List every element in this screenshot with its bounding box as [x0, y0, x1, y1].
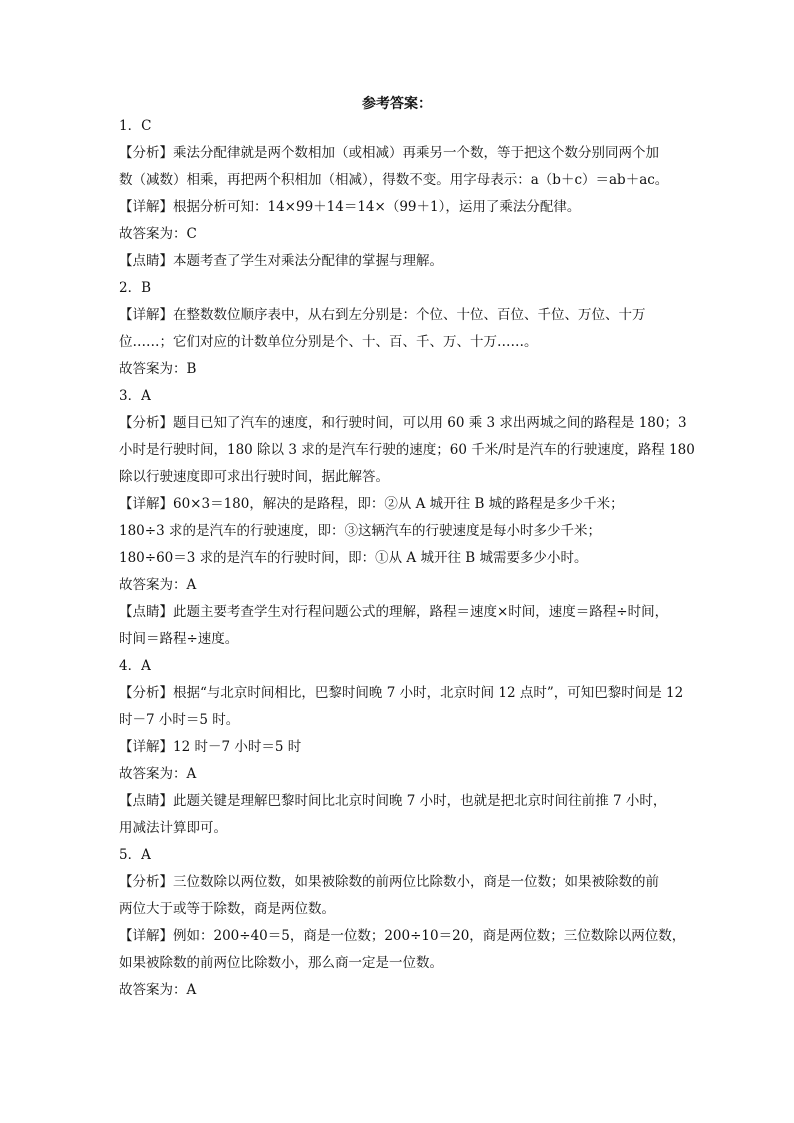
text-line: 除以行驶速度即可求出行驶时间，据此解答。 [119, 469, 389, 485]
text-line: 【点睛】此题关键是理解巴黎时间比北京时间晚 7 小时，也就是把北京时间往前推 7 小时， [119, 793, 667, 809]
text-line: 两位大于或等于除数，商是两位数。 [119, 901, 335, 917]
text-line: 5．A [119, 847, 151, 863]
text-line: 【点睛】本题考查了学生对乘法分配律的掌握与理解。 [119, 253, 443, 269]
text-line: 【详解】在整数数位顺序表中，从右到左分别是：个位、十位、百位、千位、万位、十万 [119, 307, 646, 323]
text-line: 位……；它们对应的计数单位分别是个、十、百、千、万、十万……。 [119, 334, 538, 350]
text-line: 小时是行驶时间，180 除以 3 求的是汽车行驶的速度；60 千米/时是汽车的行驶速度，路程 180 [119, 442, 695, 458]
text-line: 【分析】题目已知了汽车的速度，和行驶时间，可以用 60 乘 3 求出两城之间的路程是 180；3 [119, 415, 687, 431]
text-line: 【分析】三位数除以两位数，如果被除数的前两位比除数小，商是一位数；如果被除数的前 [119, 874, 659, 890]
text-line: 用减法计算即可。 [119, 820, 227, 836]
text-line: 【分析】根据“与北京时间相比，巴黎时间晚 7 小时，北京时间 12 点时”，可知巴黎时间是 12 [119, 685, 684, 701]
text-line: 【详解】例如：200÷40＝5，商是一位数；200÷10＝20，商是两位数；三位数除以两位数， [119, 928, 686, 944]
text-line: 故答案为：A [119, 577, 197, 593]
text-line: 时－7 小时＝5 时。 [119, 712, 240, 728]
text-line: 1．C [119, 118, 152, 134]
text-line: 数（减数）相乘，再把两个积相加（相减），得数不变。用字母表示：a（b＋c）＝ab＋ac。 [119, 172, 669, 188]
text-line: 2．B [119, 280, 152, 296]
text-line: 180÷60＝3 求的是汽车的行驶时间，即：①从 A 城开往 B 城需要多少小时。 [119, 550, 588, 566]
text-line: 3．A [119, 388, 151, 404]
text-line: 故答案为：A [119, 766, 197, 782]
text-line: 4．A [119, 658, 151, 674]
text-line: 【详解】12 时－7 小时＝5 时 [119, 739, 302, 755]
text-line: 【详解】60×3＝180，解决的是路程，即：②从 A 城开往 B 城的路程是多少千米； [119, 496, 624, 512]
text-line: 故答案为：A [119, 982, 197, 998]
page-title: 参考答案： [362, 96, 432, 112]
text-line: 【详解】根据分析可知：14×99＋14＝14×（99＋1），运用了乘法分配律。 [119, 199, 581, 215]
text-line: 180÷3 求的是汽车的行驶速度，即：③这辆汽车的行驶速度是每小时多少千米； [119, 523, 601, 539]
text-line: 故答案为：C [119, 226, 197, 242]
text-line: 时间＝路程÷速度。 [119, 631, 239, 647]
text-line: 【分析】乘法分配律就是两个数相加（或相减）再乘另一个数，等于把这个数分别同两个加 [119, 145, 659, 161]
text-line: 【点睛】此题主要考查学生对行程问题公式的理解，路程＝速度×时间，速度＝路程÷时间， [119, 604, 669, 620]
text-line: 如果被除数的前两位比除数小，那么商一定是一位数。 [119, 955, 443, 971]
answer-text-body [119, 113, 699, 1004]
text-line: 故答案为：B [119, 361, 197, 377]
